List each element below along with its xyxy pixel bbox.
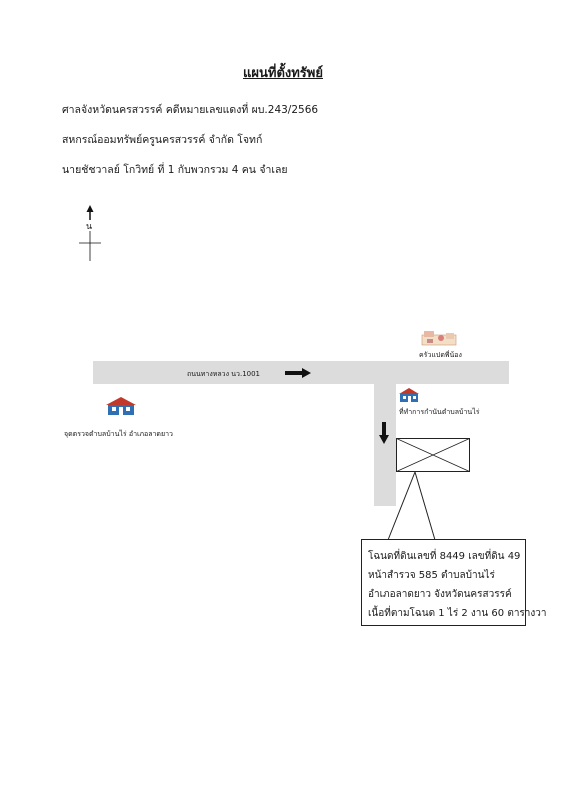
subdistrict-office-label: ที่ทำการกำนันตำบลบ้านไร่ xyxy=(399,408,480,416)
checkpoint-label: จุดตรวจตำบลบ้านไร่ อำเภอลาดยาว xyxy=(64,430,173,438)
property-parcel xyxy=(396,438,470,472)
plaintiff-line: สหกรณ์ออมทรัพย์ครูนครสวรรค์ จำกัด โจทก์ xyxy=(62,134,263,146)
north-label: น xyxy=(86,222,93,232)
building-icon xyxy=(104,396,138,416)
page-title: แผนที่ตั้งทรัพย์ xyxy=(243,66,323,81)
deed-number-line: โฉนดที่ดินเลขที่ 8449 เลขที่ดิน 49 xyxy=(368,551,521,562)
area-line: เนื้อที่ตามโฉนด 1 ไร่ 2 งาน 60 ตารางวา xyxy=(368,608,547,619)
defendant-line: นายชัชวาลย์ โกวิทย์ ที่ 1 กับพวกรวม 4 คน จำเลย xyxy=(62,164,288,176)
road-label: ถนนทางหลวง นว.1001 xyxy=(187,370,261,378)
callout-pointer xyxy=(380,470,440,542)
property-details-box xyxy=(361,539,547,626)
court-case-line: ศาลจังหวัดนครสวรรค์ คดีหมายเลขแดงที่ ผบ.243/2566 xyxy=(62,104,319,116)
district-line: อำเภอลาดยาว จังหวัดนครสวรรค์ xyxy=(368,589,512,600)
restaurant-icon xyxy=(421,330,457,346)
restaurant-label: ครัวแปดพี่น้อง xyxy=(419,351,462,359)
building-icon xyxy=(397,387,421,403)
right-arrow-icon xyxy=(285,368,311,378)
survey-page-line: หน้าสำรวจ 585 ตำบลบ้านไร่ xyxy=(368,570,495,581)
down-arrow-icon xyxy=(379,422,389,444)
north-arrow-icon xyxy=(78,205,102,263)
